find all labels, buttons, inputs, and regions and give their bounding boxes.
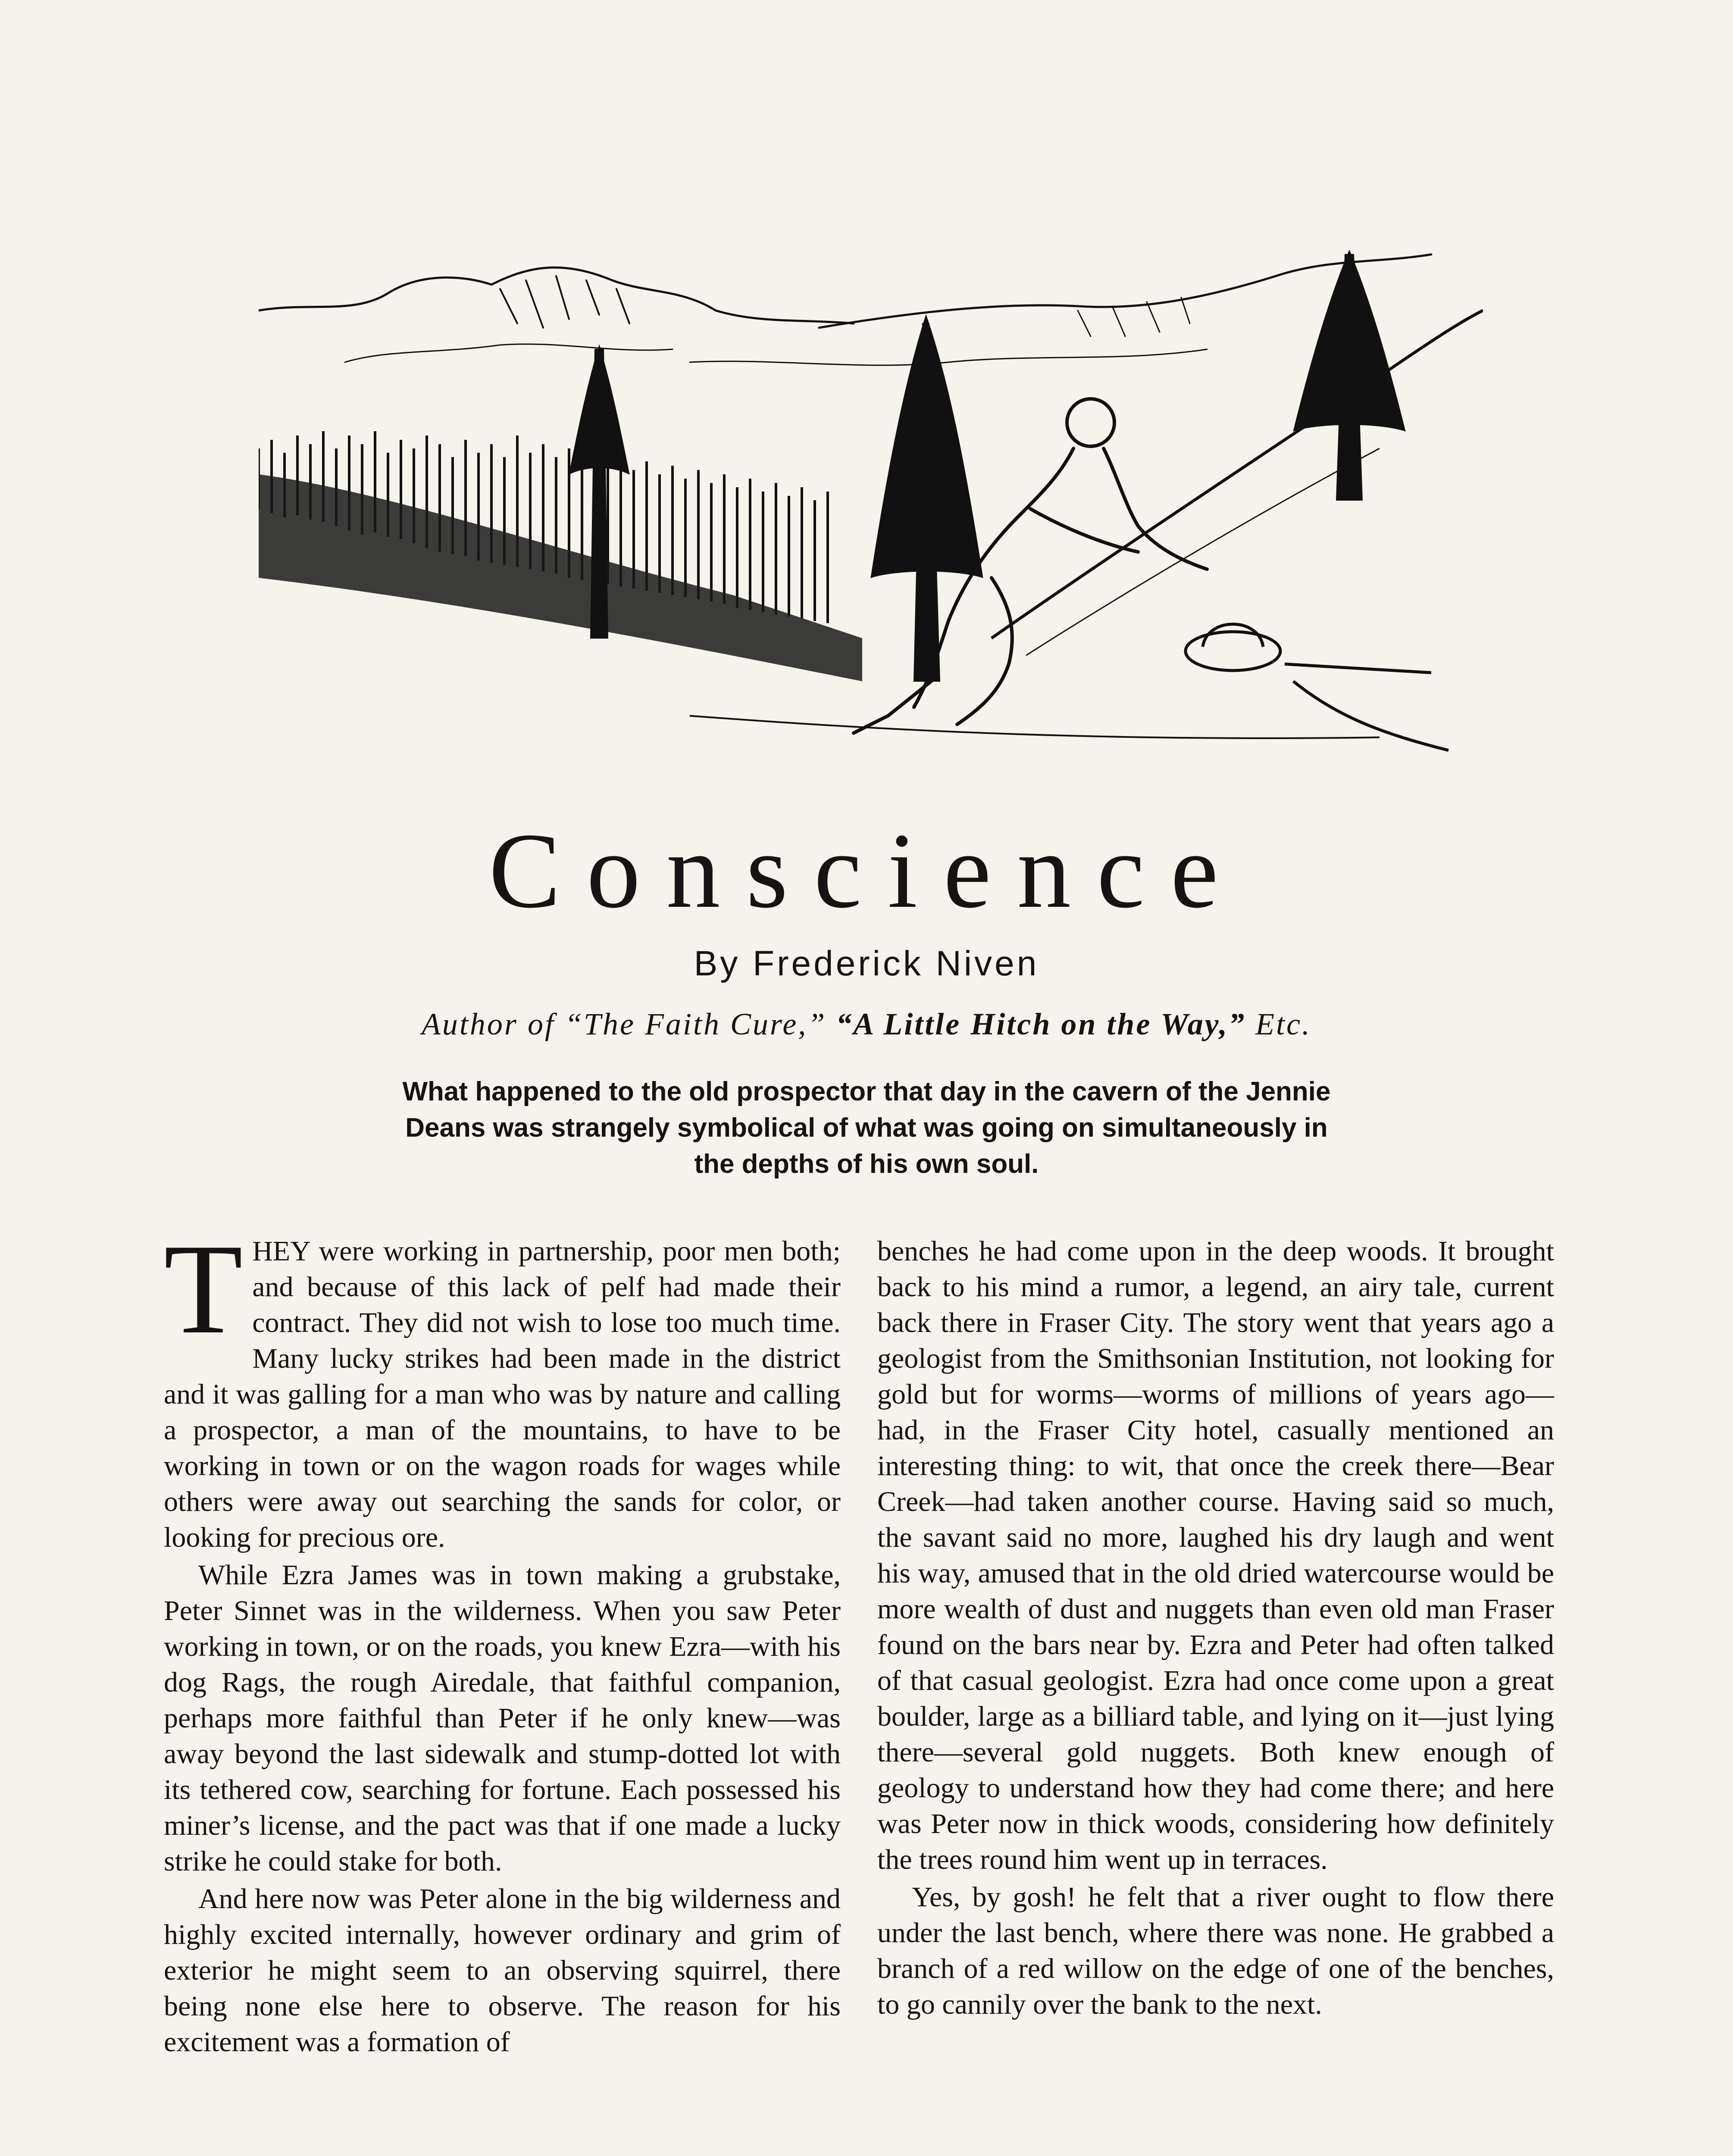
author-of-suffix: Etc.: [1255, 1007, 1312, 1041]
drop-cap: T: [164, 1217, 243, 1360]
paragraph: benches he had come upon in the deep woods. It brought back to his mind a rumor, a legend, an airy tale, current back there in Fraser City. The story went that years ago a geologist from the Smithsonian Institution, not looking for gold but for worms—worms of millions of years ago—had, in the Fraser City hotel, casually mentioned an interesting thing: to wit, that once the creek there—Bear Creek—had taken another course. Having said so much, the savant said no more, laughed his dry laugh and went his way, amused that in the old dried watercourse would be more wealth of dust and nuggets than even old man Fraser found on the bars near by. Ezra and Peter had often talked of that casual geologist. Ezra had once come upon a great boulder, large as a billiard table, and lying on it—just lying there—several gold nuggets. Both knew enough of geology to understand how they had come there; and here was Peter now in thick woods, considering how definitely the trees round him went up in terraces.: [877, 1235, 1554, 1875]
paragraph: [164, 1217, 841, 1555]
paragraph: And here now was Peter alone in the big wilderness and highly excited internally, however ordinary and grim of exterior he might seem to an observing squirrel, there being none else here to observe. The reason for his excitement was a formation of: [164, 1883, 841, 2058]
author-credits: [0, 1003, 1733, 1046]
byline: By Frederick Niven: [694, 944, 1039, 983]
paragraph: Yes, by gosh! he felt that a river ought to flow there under the last bench, where there was none. He grabbed a branch of a red willow on the edge of one of the benches, to go cannily over the bank to the next.: [877, 1881, 1554, 2020]
prospector-in-mountains-illustration: [259, 250, 1483, 772]
left-column: [164, 1217, 841, 2062]
story-blurb: What happened to the old prospector that day in the cavern of the Jennie Deans was strangely symbolical of what was going on simultaneously in the depths of his own soul.: [402, 1077, 1331, 1179]
paragraph-text: HEY were working in partnership, poor men both; and because of this lack of pelf had made their contract. They did not wish to lose too much time. Many lucky strikes had been made in the district and it was galling for a man who was by nature and calling a prospector, a man of the mountains, to have to be working in town or on the wagon roads for wages while others were away out searching the sands for color, or looking for precious ore.: [164, 1235, 841, 1553]
story-title: Conscience: [488, 811, 1245, 931]
author-of-prefix: Author of “The Faith Cure,”: [421, 1007, 827, 1041]
paragraph: While Ezra James was in town making a grubstake, Peter Sinnet was in the wilderness. When you saw Peter working in town, or on the roads, you knew Ezra—with his dog Rags, the rough Airedale, that faithful companion, perhaps more faithful than Peter if he only knew—was away beyond the last sidewalk and stump-dotted lot with its tethered cow, searching for fortune. Each possessed his miner’s license, and the pact was that if one made a lucky strike he could stake for both.: [164, 1559, 841, 1877]
author-of-bold: “A Little Hitch on the Way,”: [836, 1007, 1246, 1041]
right-column: [877, 1233, 1554, 2024]
